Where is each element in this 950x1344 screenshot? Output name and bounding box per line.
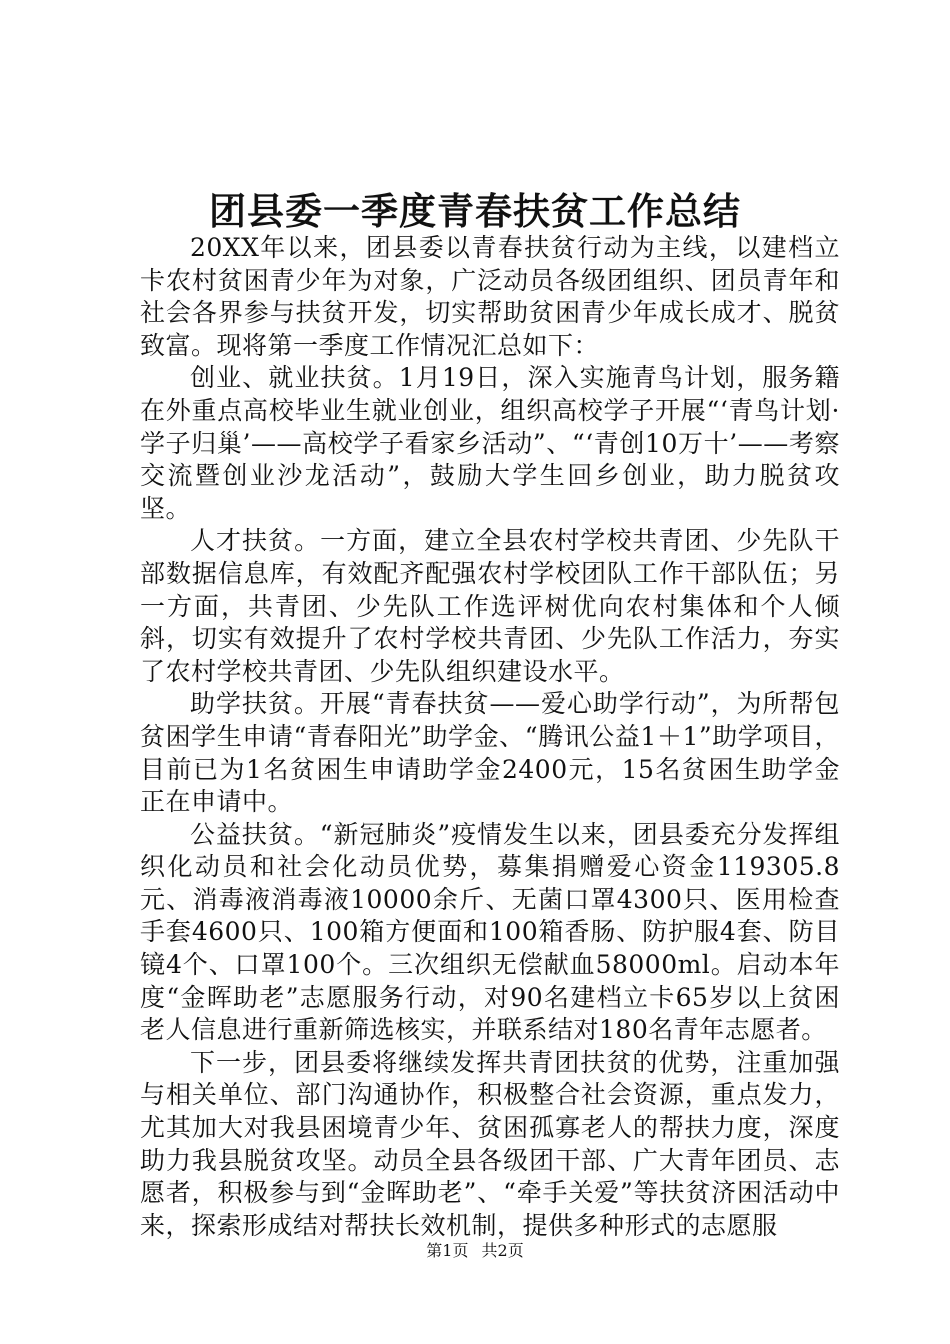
page-total: 共2页 (481, 1241, 524, 1260)
paragraph-employment-poverty-relief: 创业、就业扶贫。1月19日，深入实施青鸟计划，服务籍在外重点高校毕业生就业创业，组织高校学子开展“‘青鸟计划·学子归巢’——高校学子看家乡活动”、“‘青创10万十’——考察交流暨创业沙龙活动”，鼓励大学生回乡创业，助力脱贫攻坚。 (140, 363, 840, 523)
paragraph-education-poverty-relief: 助学扶贫。开展“青春扶贫——爱心助学行动”，为所帮包贫困学生申请“青春阳光”助学金、“腾讯公益1＋1”助学项目，目前已为1名贫困生申请助学金2400元，15名贫困生助学金正在申请中。 (140, 689, 840, 817)
page-number: 第1页 (426, 1241, 469, 1260)
paragraph-talent-poverty-relief: 人才扶贫。一方面，建立全县农村学校共青团、少先队干部数据信息库，有效配齐配强农村学校团队工作干部队伍；另一方面，共青团、少先队工作选评树优向农村集体和个人倾斜，切实有效提升了农村学校共青团、少先队工作活力，夯实了农村学校共青团、少先队组织建设水平。 (140, 526, 840, 686)
paragraph-charity-poverty-relief: 公益扶贫。“新冠肺炎”疫情发生以来，团县委充分发挥组织化动员和社会化动员优势，募集捐赠爱心资金119305.8元、消毒液消毒液10000余斤、无菌口罩4300只、医用检查手套4600只、100箱方便面和100箱香肠、防护服4套、防目镜4个、口罩100个。三次组织无偿献血58000ml。启动本年度“金晖助老”志愿服务行动，对90名建档立卡65岁以上贫困老人信息进行重新筛选核实，并联系结对180名青年志愿者。 (140, 819, 840, 1045)
document-body (140, 232, 840, 1242)
paragraph-next-steps: 下一步，团县委将继续发挥共青团扶贫的优势，注重加强与相关单位、部门沟通协作，积极整合社会资源，重点发力，尤其加大对我县困境青少年、贫困孤寡老人的帮扶力度，深度助力我县脱贫攻坚。动员全县各级团干部、广大青年团员、志愿者，积极参与到“金晖助老”、“牵手关爱”等扶贫济困活动中来，探索形成结对帮扶长效机制，提供多种形式的志愿服 (140, 1047, 840, 1240)
document-title: 团县委一季度青春扶贫工作总结 (209, 189, 741, 233)
page-footer (0, 1240, 950, 1262)
paragraph-intro: 20XX年以来，团县委以青春扶贫行动为主线，以建档立卡农村贫困青少年为对象，广泛动员各级团组织、团员青年和社会各界参与扶贫开发，切实帮助贫困青少年成长成才、脱贫致富。现将第一季度工作情况汇总如下： (140, 233, 840, 360)
